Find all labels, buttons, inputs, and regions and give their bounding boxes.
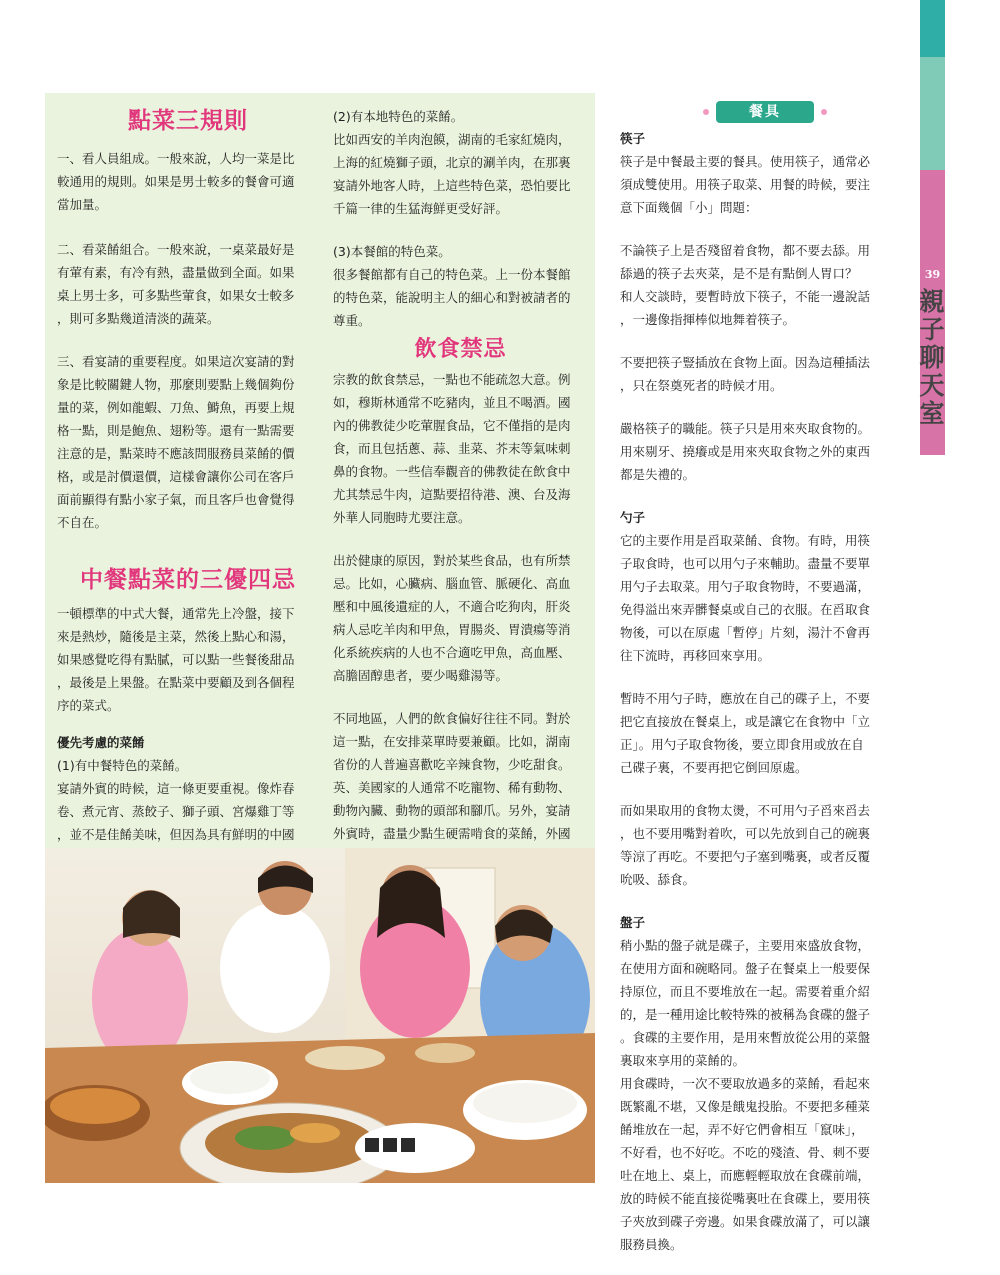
column-3 bbox=[620, 127, 885, 1256]
paragraph: 一、看人員組成。一般來說，人均一菜是比 較通用的規則。如果是男士較多的餐會可適 當加量。 bbox=[57, 151, 295, 212]
paragraph: 一頓標準的中式大餐，通常先上冷盤，接下 來是熱炒，隨後是主菜，然後上點心和湯， 如果感覺吃得有點膩，可以點一些餐後甜品 ，最後是上果盤。在點菜中要顧及到各個程 序的菜式。 bbox=[57, 606, 295, 713]
page-number: 39 bbox=[924, 268, 941, 281]
paragraph: 它的主要作用是舀取菜餚、食物。有時，用筷 子取食時，也可以用勺子來輔助。盡量不要單 用勺子去取菜。用勺子取食物時，不要過滿， 免得溢出來弄髒餐桌或自己的衣服。在舀取食 物後，可以在原處「暫停」片刻，湯汁不會再 往下流時，再移回來享用。 bbox=[620, 533, 871, 663]
section-title-vertical: 親子聊天室 bbox=[916, 288, 945, 428]
paragraph: 很多餐館都有自己的特色菜。上一份本餐館 的特色菜，能說明主人的細心和對被請者的 尊重。 bbox=[333, 267, 571, 328]
section-title-ordering-rules: 點菜三規則 bbox=[128, 107, 248, 134]
paragraph: 三、看宴請的重要程度。如果這次宴請的對 象是比較關鍵人物，那麼則要點上幾個夠份 量的菜，例如龍蝦、刀魚、鰣魚，再要上規 格一點，則是鮑魚、翅粉等。還有一點需要 注意的是，點菜時不應該問服務員菜餚的價 格，或是討價還價，這樣會讓你公司在客戶 面前顯得有點小家子氣，而且客戶也會覺得 不自在。 bbox=[57, 354, 295, 530]
paragraph: (3)本餐館的特色菜。 bbox=[333, 244, 451, 259]
paragraph: 比如西安的羊肉泡饃，湖南的毛家紅燒肉， 上海的紅燒獅子頭，北京的涮羊肉，在那裏 宴請外地客人時，上這些特色菜，恐怕要比 千篇一律的生猛海鮮更受好評。 bbox=[333, 132, 571, 216]
badge-label: 餐具 bbox=[749, 104, 781, 120]
paragraph: 不論筷子上是否殘留着食物，都不要去舔。用 舔過的筷子去夾菜，是不是有點倒人胃口？ 和人交談時，要暫時放下筷子，不能一邊說話 ，一邊像指揮棒似地舞着筷子。 bbox=[620, 243, 871, 327]
paragraph: 不同地區，人們的飲食偏好往往不同。對於 這一點，在安排菜單時要兼顧。比如，湖南 省份的人普遍喜歡吃辛辣食物，少吃甜食。 英、美國家的人通常不吃寵物、稀有動物、 動物內臟、動物的頭部和腳爪。另外，宴請 外賓時，盡量少點生硬需啃食的菜餚，外國 bbox=[333, 711, 571, 841]
paragraph: 二、看菜餚組合。一般來說，一桌菜最好是 有葷有素，有冷有熱，盡量做到全面。如果 桌上男士多，可多點些葷食，如果女士較多 ，則可多點幾道清淡的蔬菜。 bbox=[57, 242, 295, 326]
subheading: 優先考慮的菜餚 bbox=[57, 735, 145, 750]
paragraph: 筷子是中餐最主要的餐具。使用筷子，通常必 須成雙使用。用筷子取菜、用餐的時候，要注 意下面幾個「小」問題： bbox=[620, 154, 871, 215]
section-title-three-preferences: 中餐點菜的三優四忌 bbox=[80, 566, 296, 593]
paragraph: 宴請外賓的時候，這一條更要重視。像炸春 卷、煮元宵、蒸餃子、獅子頭、宮爆雞丁等 ，並不是佳餚美味，但因為具有鮮明的中國 bbox=[57, 781, 295, 842]
subheading-spoon: 勺子 bbox=[620, 510, 646, 525]
paragraph: (2)有本地特色的菜餚。 bbox=[333, 109, 464, 124]
paragraph: 暫時不用勺子時，應放在自己的碟子上，不要 把它直接放在餐桌上，或是讓它在食物中「立 正」。用勺子取食物後，要立即食用或放在自 己碟子裏，不要再把它倒回原處。 bbox=[620, 691, 871, 775]
column-2 bbox=[333, 105, 588, 891]
color-tab-mint bbox=[920, 57, 945, 170]
subheading-plate: 盤子 bbox=[620, 915, 646, 930]
paragraph: 不要把筷子豎插放在食物上面。因為這種插法 ，只在祭奠死者的時候才用。 bbox=[620, 355, 871, 393]
subheading-chopsticks: 筷子 bbox=[620, 131, 646, 146]
family-dinner-illustration bbox=[45, 848, 595, 1183]
family-dinner-photo bbox=[45, 848, 595, 1183]
paragraph: 宗教的飲食禁忌，一點也不能疏忽大意。例 如，穆斯林通常不吃豬肉，並且不喝酒。國 內的佛教徒少吃葷腥食品，它不僅指的是肉 食，而且包括蔥、蒜、韭菜、芥末等氣味刺 鼻的食物。一些信奉觀音的佛教徒在飲食中 尤其禁忌牛肉，這點要招待港、澳、台及海 外華人同胞時尤要注意。 bbox=[333, 372, 571, 525]
column-1 bbox=[57, 105, 319, 869]
paragraph: 而如果取用的食物太燙，不可用勺子舀來舀去 ，也不要用嘴對着吹，可以先放到自己的碗裏 等涼了再吃。不要把勺子塞到嘴裏，或者反覆 吮吸、舔食。 bbox=[620, 803, 871, 887]
color-tab-teal bbox=[920, 0, 945, 57]
paragraph: 用食碟時，一次不要取放過多的菜餚，看起來 既繁亂不堪，又像是餓鬼投胎。不要把多種菜 餚堆放在一起，弄不好它們會相互「竄味」， 不好看，也不好吃。不吃的殘渣、骨、刺不要 吐在地上、桌上，而應輕輕取放在食碟前端， 放的時候不能直接從嘴裏吐在食碟上，要用筷 子夾放到碟子旁邊。如果食碟放滿了，可以讓 服務員換。 bbox=[620, 1076, 871, 1252]
tableware-badge bbox=[700, 101, 830, 123]
paragraph: (1)有中餐特色的菜餚。 bbox=[57, 758, 188, 773]
paragraph: 稍小點的盤子就是碟子，主要用來盛放食物， 在使用方面和碗略同。盤子在餐桌上一般要保 持原位，而且不要堆放在一起。需要着重介紹 的，是一種用途比較特殊的被稱為食碟的盤子 。食碟的主要作用，是用來暫放從公用的菜盤 裏取來享用的菜餚的。 bbox=[620, 938, 871, 1068]
paragraph: 出於健康的原因，對於某些食品，也有所禁 忌。比如，心臟病、腦血管、脈硬化、高血 壓和中風後遺症的人，不適合吃狗肉，肝炎 病人忌吃羊肉和甲魚，胃腸炎、胃潰瘍等消 化系統疾病的人也不合適吃甲魚，高血壓、 高膽固醇患者，要少喝雞湯等。 bbox=[333, 553, 571, 683]
section-title-food-taboos: 飲食禁忌 bbox=[414, 336, 507, 362]
paragraph: 嚴格筷子的職能。筷子只是用來夾取食物的。 用來剔牙、撓癢或是用來夾取食物之外的東西 都是失禮的。 bbox=[620, 421, 871, 482]
